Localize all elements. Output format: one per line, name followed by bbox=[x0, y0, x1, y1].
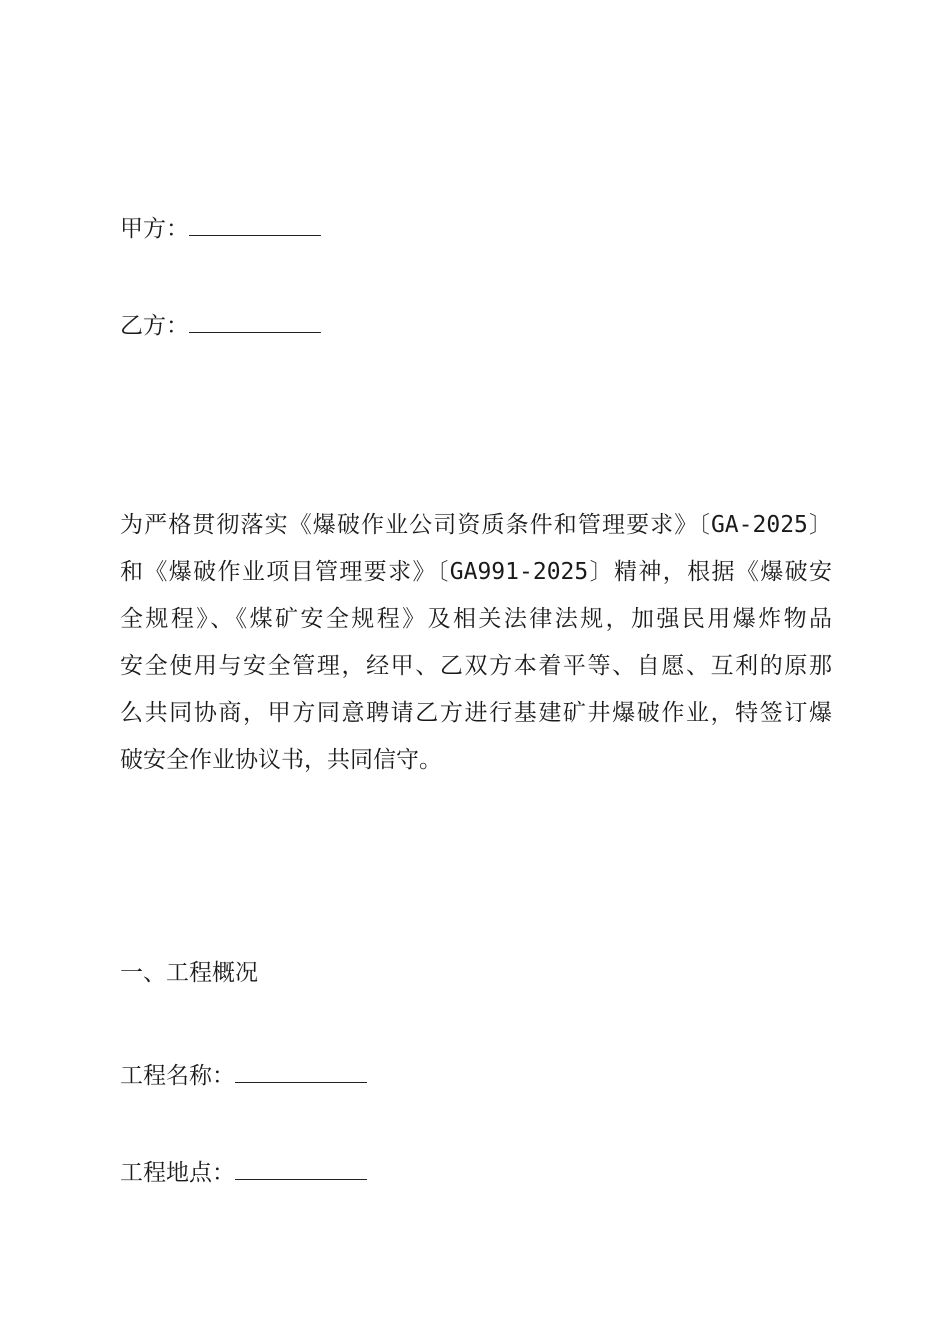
intro-line: 全规程》、《煤矿安全规程》及相关法律法规，加强民用爆炸物品 bbox=[120, 606, 832, 632]
party-b-label: 乙方： bbox=[120, 313, 189, 339]
project-location-label: 工程地点： bbox=[120, 1160, 235, 1186]
project-location-line bbox=[120, 1158, 367, 1188]
party-a-blank[interactable] bbox=[189, 215, 321, 236]
project-name-line bbox=[120, 1061, 367, 1091]
intro-paragraph bbox=[120, 502, 832, 784]
section-heading: 一、工程概况 bbox=[120, 960, 258, 986]
project-location-blank[interactable] bbox=[235, 1159, 367, 1180]
intro-line: 么共同协商，甲方同意聘请乙方进行基建矿井爆破作业，特签订爆 bbox=[120, 700, 832, 726]
intro-line: 破安全作业协议书，共同信守。 bbox=[120, 747, 442, 773]
party-b-blank[interactable] bbox=[189, 312, 321, 333]
project-name-blank[interactable] bbox=[235, 1062, 367, 1083]
intro-line: 和《爆破作业项目管理要求》〔GA991-2025〕精神，根据《爆破安 bbox=[120, 559, 832, 585]
party-b-line bbox=[120, 311, 321, 341]
project-name-label: 工程名称： bbox=[120, 1063, 235, 1089]
intro-line: 安全使用与安全管理，经甲、乙双方本着平等、自愿、互利的原那 bbox=[120, 653, 832, 679]
intro-line: 为严格贯彻落实《爆破作业公司资质条件和管理要求》〔GA-2025〕 bbox=[120, 512, 832, 538]
party-a-label: 甲方： bbox=[120, 216, 189, 242]
party-a-line bbox=[120, 214, 321, 244]
